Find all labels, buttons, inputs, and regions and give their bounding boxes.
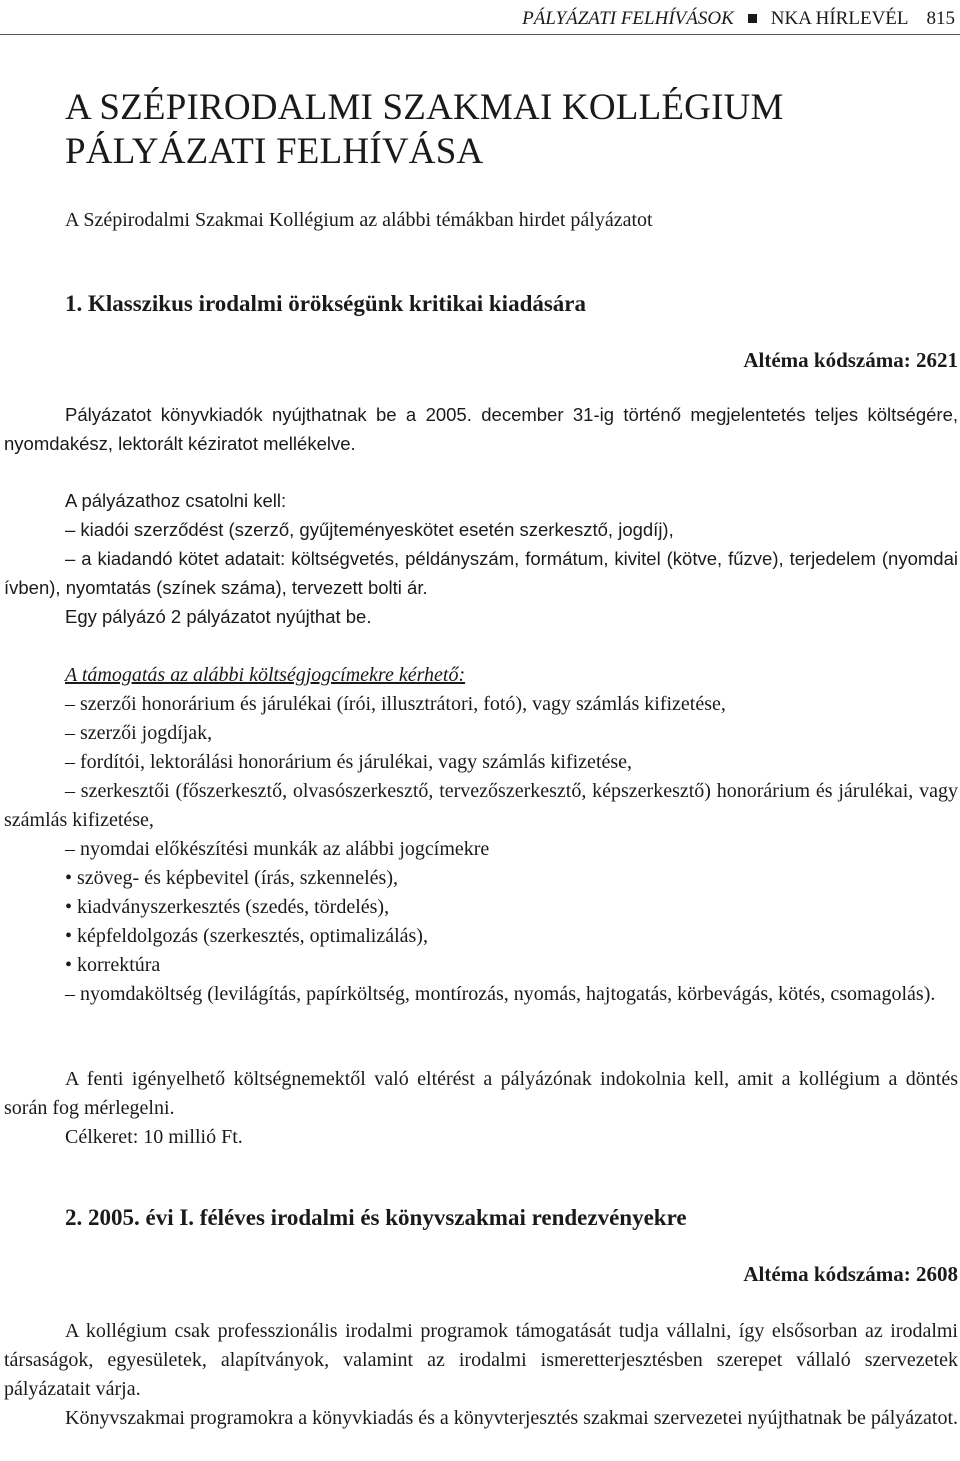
attach-title: A pályázathoz csatolni kell:: [65, 490, 287, 511]
section1-deviation-block: [4, 1065, 958, 1152]
bullet-item-3: • képfeldolgozás (szerkesztés, optimalizálás),: [65, 925, 428, 947]
title-line-1: A SZÉPIRODALMI SZAKMAI KOLLÉGIUM: [65, 87, 784, 128]
budget-text: Célkeret: 10 millió Ft.: [65, 1126, 243, 1148]
attach-item-2: – a kiadandó kötet adatait: költségvetés, példányszám, formátum, kivitel (kötve, fűzve), terjedelem (nyomdai ívben), nyomtatás (színek száma), tervezett bolti ár.: [4, 548, 958, 598]
bullet-item-2: • kiadványszerkesztés (szedés, tördelés),: [65, 896, 390, 918]
section1-code: Altéma kódszáma: 2621: [743, 348, 958, 372]
intro-text: A Szépirodalmi Szakmai Kollégium az alábbi témákban hirdet pályázatot: [65, 209, 653, 231]
section1-heading: 1. Klasszikus irodalmi örökségünk kritikai kiadására: [65, 291, 587, 316]
section1-attach-block: [4, 486, 958, 631]
page-number: 815: [926, 8, 955, 29]
bullet-item-1: • szöveg- és képbevitel (írás, szkennelés),: [65, 867, 398, 889]
section1-para1-block: [4, 400, 958, 458]
section2-body-block: [4, 1317, 958, 1433]
header-publication: NKA HÍRLEVÉL: [770, 8, 909, 29]
attach-limit: Egy pályázó 2 pályázatot nyújthat be.: [65, 606, 372, 627]
section2-para2: Könyvszakmai programokra a könyvkiadás és a könyvterjesztés szakmai szervezetei nyújthatnak be pályázatot.: [65, 1407, 958, 1429]
support-item-4: – szerkesztői (főszerkesztő, olvasószerkesztő, tervezőszerkesztő, képszerkesztő) honorárium és járulékai, vagy számlás kifizetése,: [4, 780, 958, 831]
header-rule: [0, 34, 960, 35]
section2-code: Altéma kódszáma: 2608: [743, 1262, 958, 1286]
square-bullet-icon: [748, 14, 757, 23]
support-item-2: – szerzői jogdíjak,: [65, 722, 213, 744]
support-item-3: – fordítói, lektorálási honorárium és járulékai, vagy számlás kifizetése,: [65, 751, 633, 773]
section1-para1: Pályázatot könyvkiadók nyújthatnak be a 2005. december 31-ig történő megjelentetés teljes költségére, nyomdakész, lektorált kéziratot mellékelve.: [4, 404, 958, 454]
attach-item-1: – kiadói szerződést (szerző, gyűjteményeskötet esetén szerkesztő, jogdíj),: [65, 519, 674, 540]
deviation-text: A fenti igényelhető költségnemektől való eltérést a pályázónak indokolnia kell, amit a kollégium a döntés során fog mérlegelni.: [4, 1068, 958, 1119]
print-cost-item: – nyomdaköltség (levilágítás, papírköltség, montírozás, nyomás, hajtogatás, körbevágás, kötés, csomagolás).: [65, 983, 936, 1005]
support-item-1: – szerzői honorárium és járulékai (írói, illusztrátori, fotó), vagy számlás kifizetése,: [65, 693, 726, 715]
page-title: [65, 86, 945, 174]
section1-support-block: [4, 661, 958, 1009]
running-header: [0, 6, 955, 32]
support-item-5: – nyomdai előkészítési munkák az alábbi jogcímekre: [65, 838, 490, 860]
header-section: PÁLYÁZATI FELHÍVÁSOK: [522, 8, 734, 29]
support-title: A támogatás az alábbi költségjogcímekre kérhető:: [65, 664, 466, 686]
section2-heading: 2. 2005. évi I. féléves irodalmi és könyvszakmai rendezvényekre: [65, 1205, 687, 1230]
section2-para1: A kollégium csak professzionális irodalmi programok támogatását tudja vállalni, így elsősorban az irodalmi társaságok, egyesületek, alapítványok, valamint az irodalmi ismeretterjesztésben szerepet vállaló szervezetek pályázatait várja.: [4, 1320, 958, 1400]
bullet-item-4: • korrektúra: [65, 954, 161, 976]
title-line-2: PÁLYÁZATI FELHÍVÁSA: [65, 131, 484, 172]
